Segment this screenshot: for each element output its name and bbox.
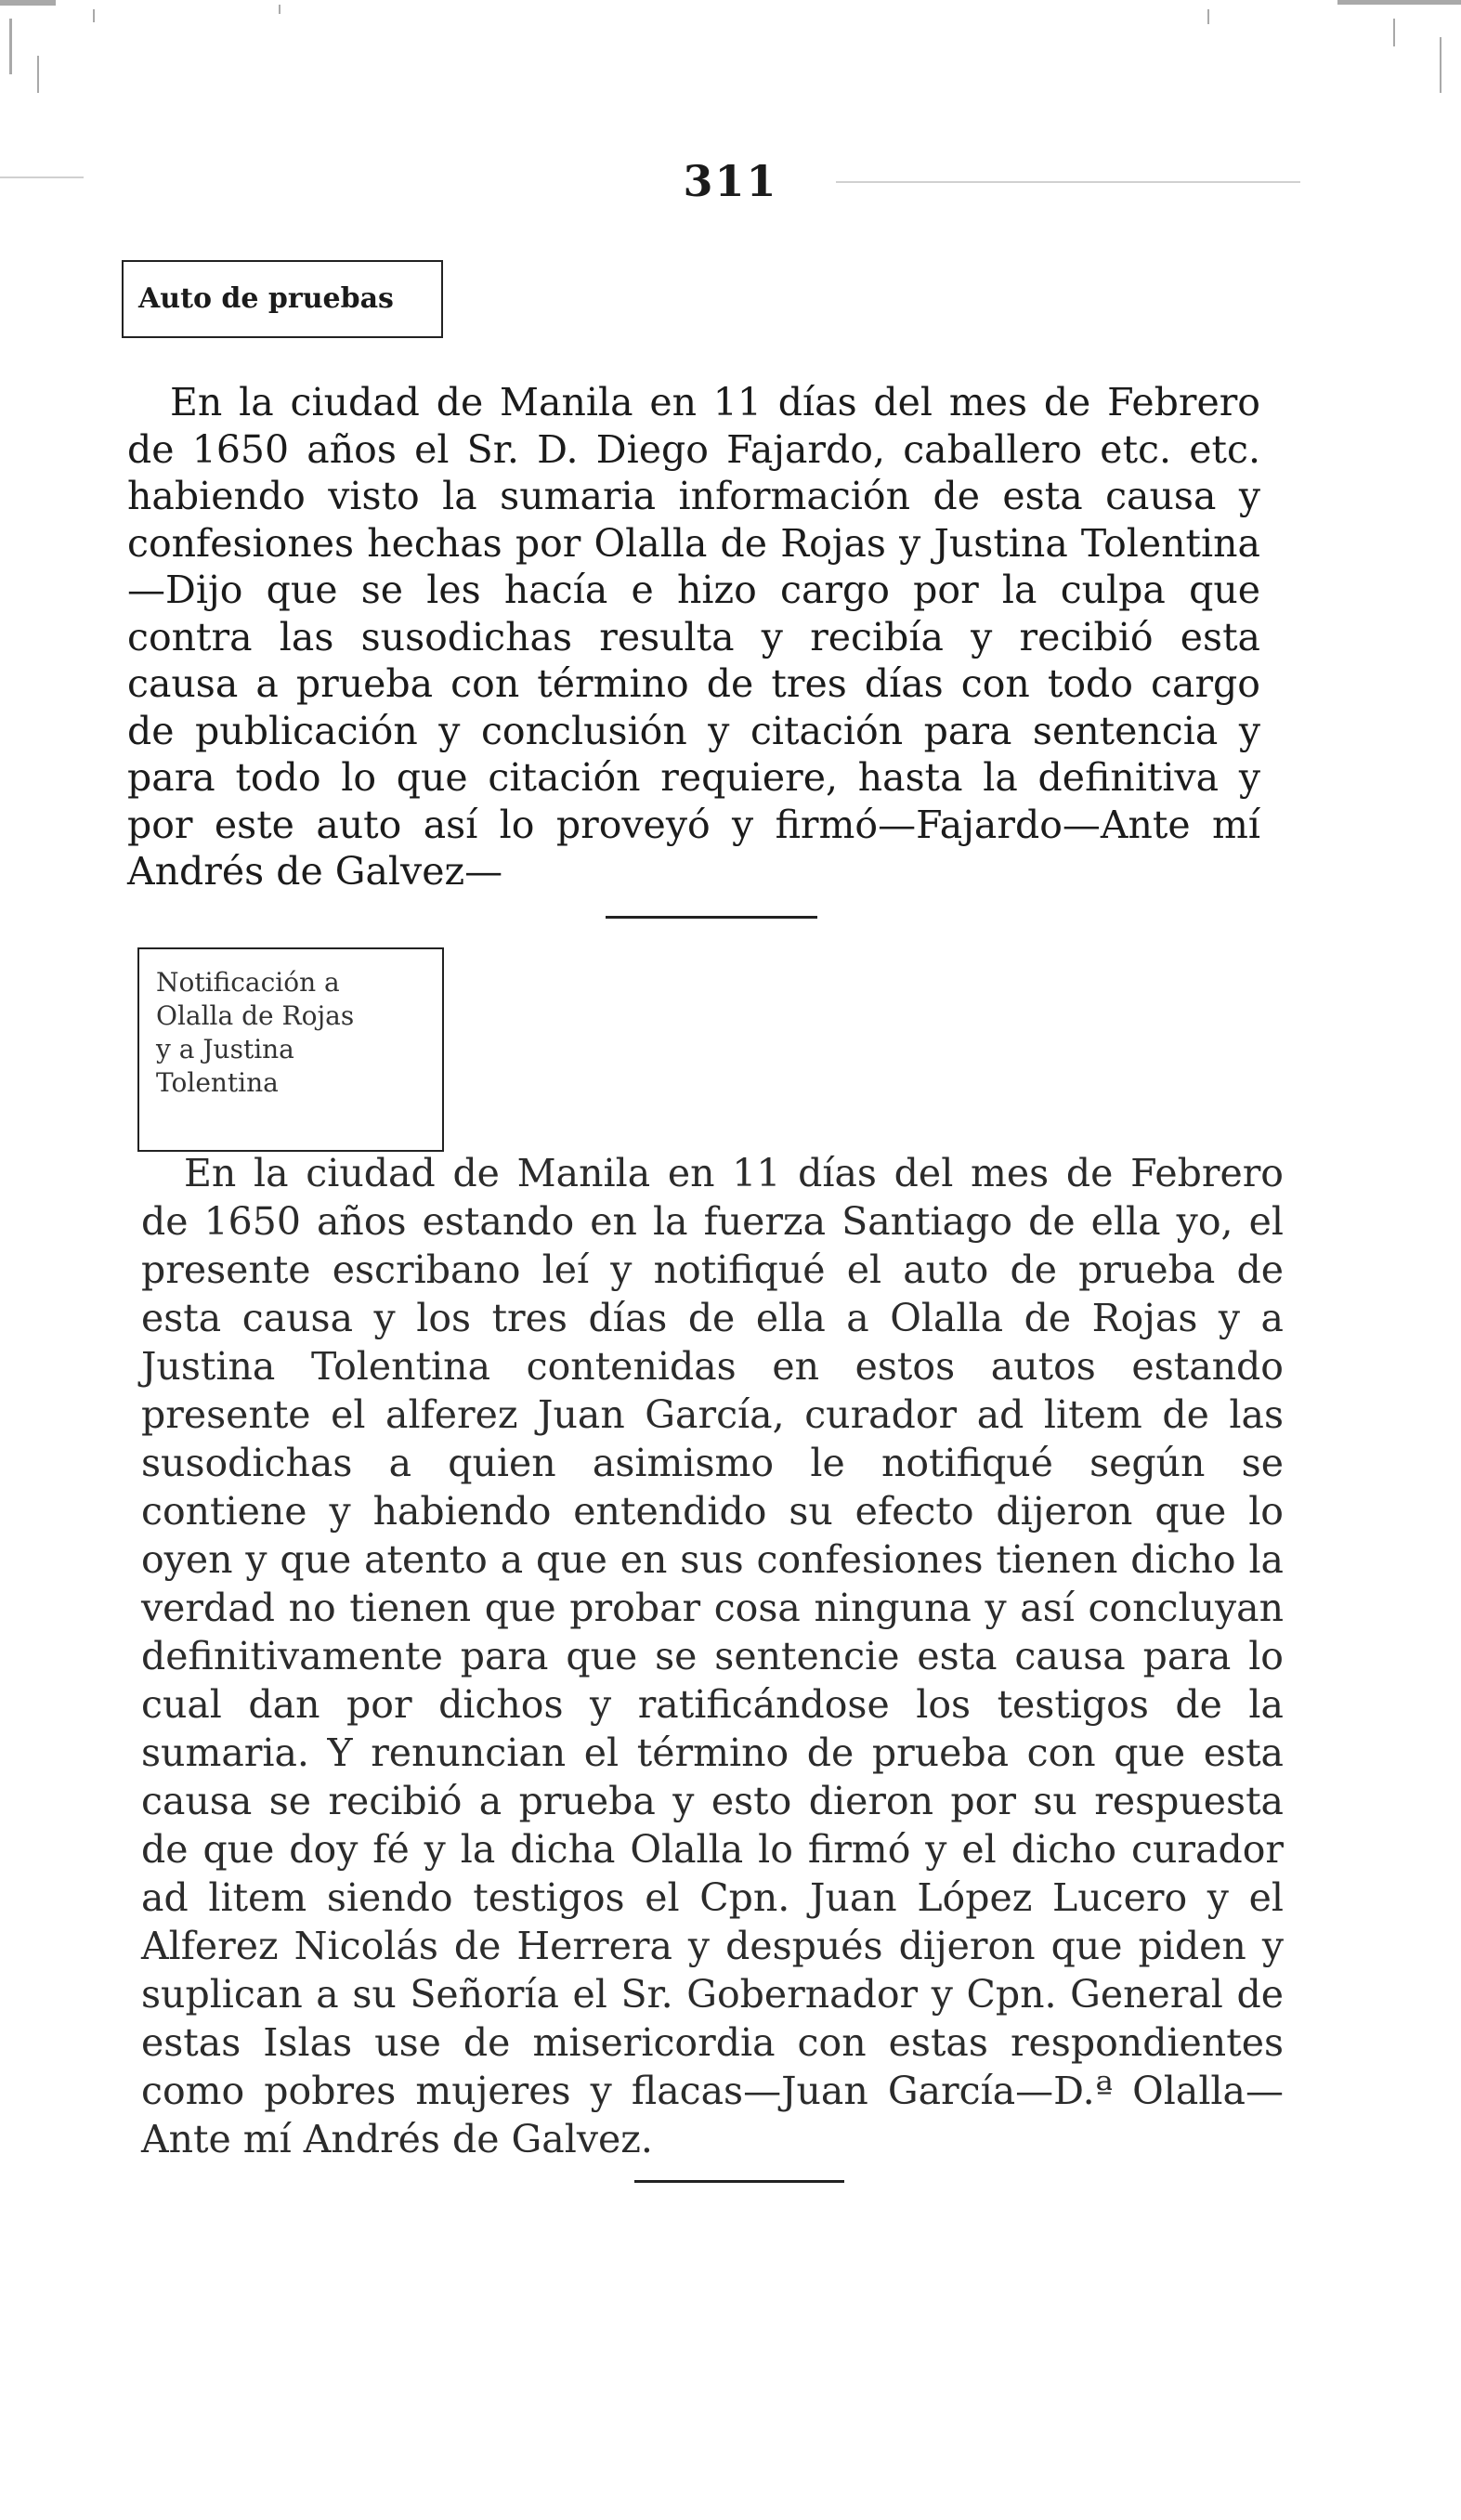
margin-note-line: Notificación a — [156, 967, 340, 998]
paragraph-notificacion — [141, 1149, 1284, 2163]
margin-note-line: Tolentina — [156, 1067, 279, 1098]
paragraph-auto-de-pruebas — [127, 379, 1260, 895]
paragraph-text: En la ciudad de Manila en 11 días del mes de Febrero de 1650 años el Sr. D. Diego Fajardo, caballero etc. etc. habiendo visto la sumaria información de esta causa y confesiones hechas por Olalla de Rojas y Justina Tolentina—Dijo que se les hacía e hizo cargo por la culpa que contra las susodichas resulta y recibía y recibió esta causa a prueba con término de tres días con todo cargo de publicación y conclusión y citación para sentencia y para todo lo que citación requiere, hasta la definitiva y por este auto así lo proveyó y firmó—Fajardo—Ante mí Andrés de Galvez— — [127, 380, 1260, 894]
paragraph-text: En la ciudad de Manila en 11 días del mes de Febrero de 1650 años estando en la fuerza Santiago de ella yo, el presente escribano leí y notifiqué el auto de prueba de esta causa y los tres días de ella a Olalla de Rojas y a Justina Tolentina contenidas en estos autos estando presente el alferez Juan García, curador ad litem de las susodichas a quien asimismo le notifiqué según se contiene y habiendo entendido su efecto dijeron que lo oyen y que atento a que en sus confesiones tienen dicho la verdad no tienen que probar cosa ninguna y así concluyan definitivamente para que se sentencie esta causa para lo cual dan por dichos y ratificándose los testigos de la sumaria. Y renuncian el término de prueba con que esta causa se recibió a prueba y esto dieron por su respuesta de que doy fé y la dicha Olalla lo firmó y el dicho curador ad litem siendo testigos el Cpn. Juan López Lucero y el Alferez Nicolás de Herrera y después dijeron que piden y suplican a su Señoría el Sr. Gobernador y Cpn. General de estas Islas use de misericordia con estas respondientes como pobres mujeres y flacas—Juan García—D.ª Olalla—Ante mí Andrés de Galvez. — [141, 1151, 1284, 2161]
margin-note-auto-de-pruebas — [122, 260, 443, 338]
margin-note-text: Auto de pruebas — [138, 282, 394, 315]
page-number: 311 — [683, 156, 778, 206]
section-divider — [634, 2180, 844, 2183]
section-divider — [606, 916, 817, 919]
margin-note-line: Olalla de Rojas — [156, 1000, 355, 1031]
margin-note-line: y a Justina — [156, 1034, 294, 1064]
margin-note-notificacion — [137, 947, 444, 1152]
